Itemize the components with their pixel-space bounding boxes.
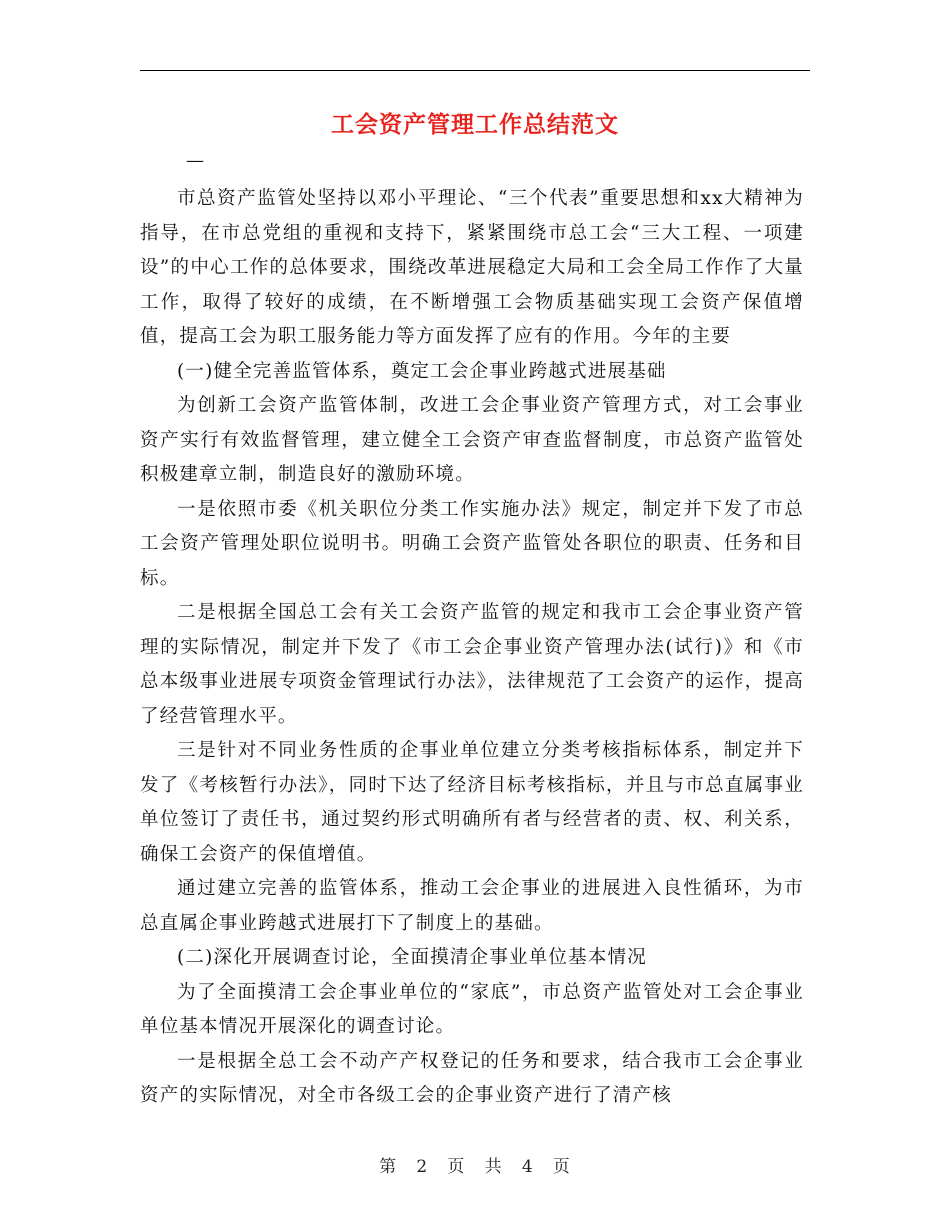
footer-total-pages: 4 — [521, 1157, 534, 1177]
footer-label-unit: 页 — [447, 1157, 466, 1177]
section-heading-1: (一)健全完善监管体系，奠定工会企事业跨越式进展基础 — [177, 360, 667, 382]
footer-label-total: 共 — [484, 1157, 503, 1177]
paragraph: 通过建立完善的监管体系，推动工会企事业的进展进入良性循环，为市总直属企事业跨越式进展打下了制度上的基础。 — [140, 878, 804, 934]
paragraph: 为了全面摸清工会企事业单位的“家底”，市总资产监管处对工会企事业单位基本情况开展深化的调查讨论。 — [140, 981, 804, 1037]
page-footer — [0, 1152, 950, 1177]
paragraph: 二是根据全国总工会有关工会资产监管的规定和我市工会企事业资产管理的实际情况，制定并下发了《市工会企事业资产管理办法(试行)》和《市总本级事业进展专项资金管理试行办法》，法律规范了工会资产的运作，提高了经营管理水平。 — [140, 602, 804, 727]
paragraph: 一是依照市委《机关职位分类工作实施办法》规定，制定并下发了市总工会资产管理处职位说明书。明确工会资产监管处各职位的职责、任务和目标。 — [140, 498, 804, 589]
footer-current-page: 2 — [416, 1157, 429, 1177]
footer-label-unit-end: 页 — [552, 1157, 571, 1177]
section-heading-2: (二)深化开展调查讨论，全面摸清企事业单位基本情况 — [177, 947, 647, 968]
paragraph: 三是针对不同业务性质的企事业单位建立分类考核指标体系，制定并下发了《考核暂行办法》，同时下达了经济目标考核指标，并且与市总直属事业单位签订了责任书，通过契约形式明确所有者与经营者的责、权、利关系，确保工会资产的保值增值。 — [140, 740, 804, 865]
paragraph-intro: 市总资产监管处坚持以邓小平理论、“三个代表”重要思想和xx大精神为指导，在市总党组的重视和支持下，紧紧围绕市总工会“三大工程、一项建设”的中心工作的总体要求，围绕改革进展稳定大局和工会全局工作作了大量工作，取得了较好的成绩，在不断增强工会物质基础实现工会资产保值增值，提高工会为职工服务能力等方面发挥了应有的作用。今年的主要 — [140, 188, 804, 347]
document-body — [140, 182, 804, 1114]
page-title: 工会资产管理工作总结范文 — [331, 111, 619, 138]
paragraph: 一是根据全总工会不动产产权登记的任务和要求，结合我市工会企事业资产的实际情况，对全市各级工会的企事业资产进行了清产核 — [140, 1050, 804, 1106]
footer-label-page: 第 — [379, 1157, 398, 1177]
paragraph: 为创新工会资产监管体制，改进工会企事业资产管理方式，对工会事业资产实行有效监督管理，建立健全工会资产审查监督制度，市总资产监管处积极建章立制，制造良好的激励环境。 — [140, 395, 804, 485]
header-rule — [140, 70, 810, 71]
section-dash: — — [186, 150, 204, 171]
